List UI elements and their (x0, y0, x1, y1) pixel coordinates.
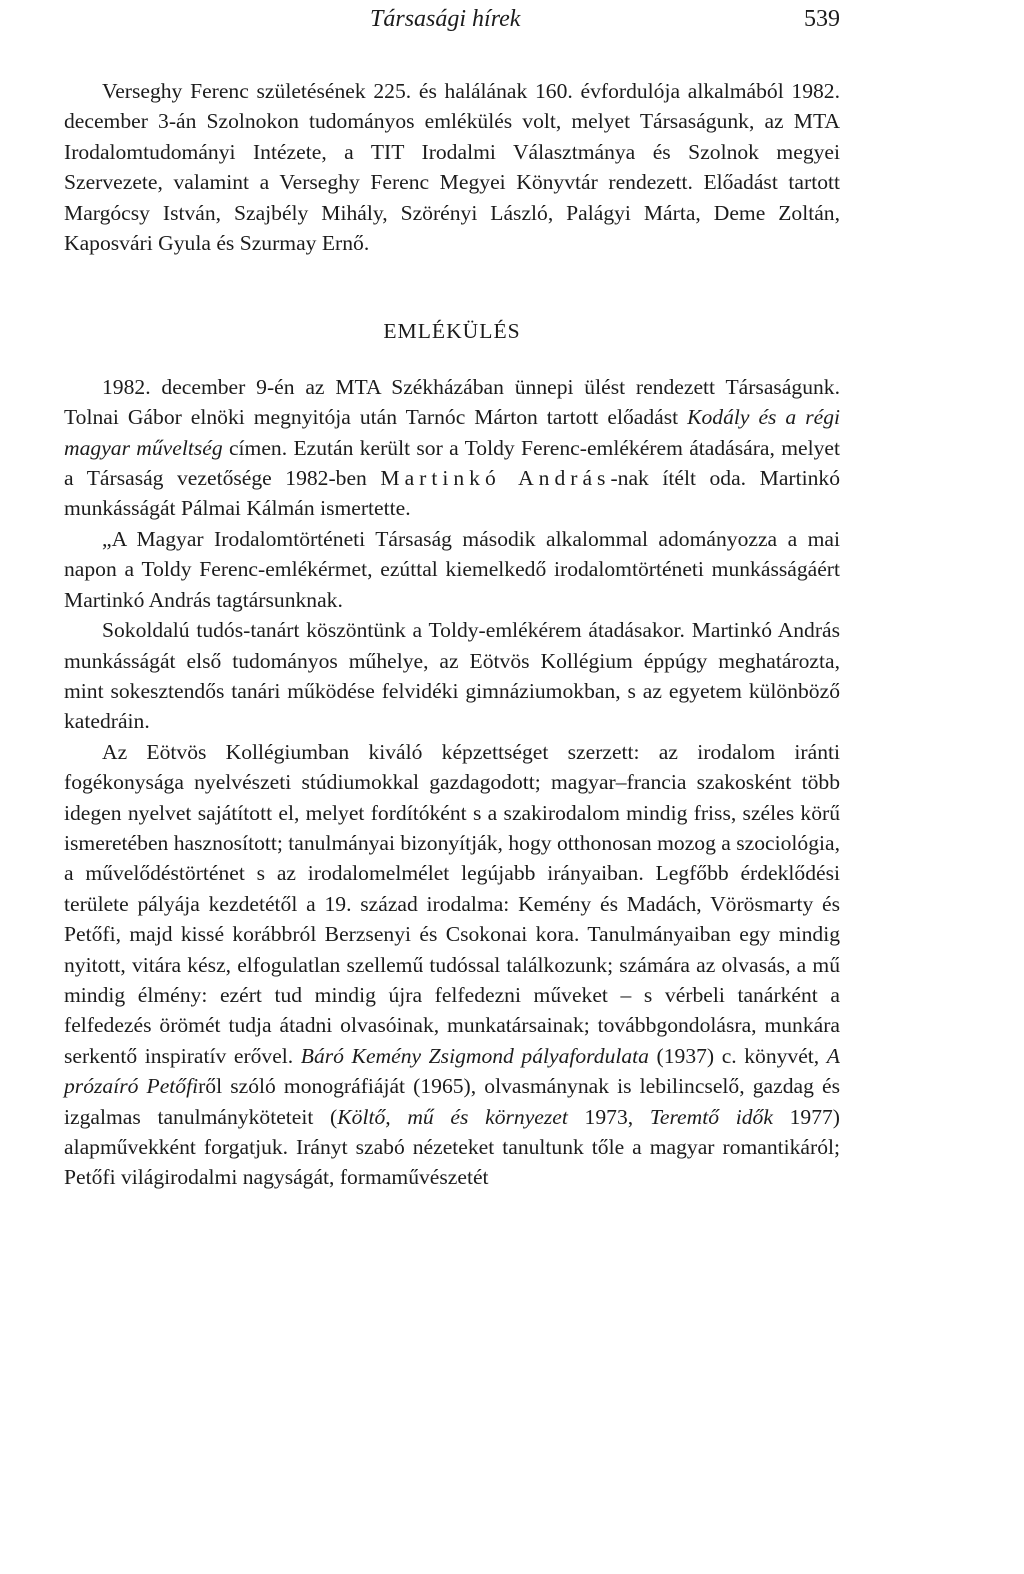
running-head (64, 4, 840, 38)
book-title: A prózaíró Petőfi (64, 1043, 840, 1099)
book-title: Báró Kemény Zsigmond pályafordulata (300, 1043, 649, 1068)
book-title: Teremtő idők (649, 1104, 773, 1129)
text-run: ről szóló monográfiáját (1965), olvasmánynak is lebilincselő, gazdag és izgalmas tanulmányköteteit ( (64, 1074, 840, 1129)
paragraph-sokoldalu: Sokoldalú tudós-tanárt köszöntünk a Toldy-emlékérem átadásakor. Martinkó András munkásságát első tudományos műhelye, az Eötvös Kollégium éppúgy meghatározta, mint sokesztendős tanári működése felvidéki gimnáziumokban, s az egyetem különböző katedráin. (64, 618, 840, 734)
text-run: 1977) alapművekként forgatjuk. Irányt szabó nézeteket tanultunk tőle a magyar romantikáról; Petőfi világirodalmi nagyságát, formaművészetét (64, 1104, 840, 1190)
text-run: 1973, (567, 1104, 650, 1129)
text-run: címen. Ezután került sor a Toldy Ferenc-emlékérem átadására, melyet a Társaság vezetősége 1982-ben (64, 435, 840, 491)
lecture-title: Kodály és a régi magyar műveltség (64, 405, 840, 460)
awardee-name: Martinkó András (380, 466, 611, 491)
paragraph-unnepi-ules (64, 372, 840, 524)
running-title: Társasági hírek (370, 6, 521, 32)
text-run: 1982. december 9-én az MTA Székházában ünnepi ülést rendezett Társaságunk. Tolnai Gábor elnöki megnyitója után Tarnóc Márton tartott előadást (64, 374, 840, 430)
text-run: -nak ítélt oda. Martinkó munkásságát Pálmai Kálmán ismertette. (64, 466, 840, 521)
book-title: Költő, mű és környezet (337, 1104, 568, 1129)
paragraph-verseghy: Verseghy Ferenc születésének 225. és halálának 160. évfordulója alkalmából 1982. december 3-án Szolnokon tudományos emlékülés volt, melyet Társaságunk, az MTA Irodalomtudományi Intézete, a TIT Irodalmi Választmánya és Szolnok megyei Szervezete, valamint a Verseghy Ferenc Megyei Könyvtár rendezett. Előadást tartott Margócsy István, Szajbély Mihály, Szörényi László, Palágyi Márta, Deme Zoltán, Kaposvári Gyula és Szurmay Ernő. (64, 79, 840, 256)
document-page (64, 0, 840, 1574)
section-heading: EMLÉKÜLÉS (383, 319, 521, 344)
text-run: (1937) c. könyvét, (648, 1043, 827, 1068)
paragraph-eotvos-kollegium (64, 737, 840, 1193)
text-run: Az Eötvös Kollégiumban kiváló képzettséget szerzett: az irodalom iránti fogékonysága nyelvészeti stúdiumokkal gazdagodott; magyar–francia szakosként több idegen nyelvet sajátított el, melyet fordítóként s a szakirodalom mindig friss, széles körű ismeretében hasznosított; tanulmányai bizonyítják, hogy otthonosan mozog a szociológia, a művelődéstörténet s az irodalomelmélet legújabb irányaiban. Legfőbb érdeklődési területe pályája kezdetétől a 19. század irodalma: Kemény és Madách, Vörösmarty és Petőfi, majd kissé korábbról Berzsenyi és Csokonai kora. Tanulmányaiban egy mindig nyitott, vitára kész, elfogulatlan szellemű tudóssal találkozunk; számára az olvasás, a mű mindig élmény: ezért tud mindig újra felfedezni műveket – s vérbeli tanárként a felfedezés örömét tudja átadni olvasóinak, munkatársainak; továbbgondolásra, munkára serkentő inspiratív erővel. (64, 739, 841, 1068)
page-number: 539 (804, 6, 840, 32)
paragraph-quote-opening: „A Magyar Irodalomtörténeti Társaság második alkalommal adományozza a mai napon a Toldy Ferenc-emlékérmet, ezúttal kiemelkedő irodalomtörténeti munkásságáért Martinkó András tagtársunknak. (64, 526, 840, 612)
body-text (64, 76, 840, 1193)
